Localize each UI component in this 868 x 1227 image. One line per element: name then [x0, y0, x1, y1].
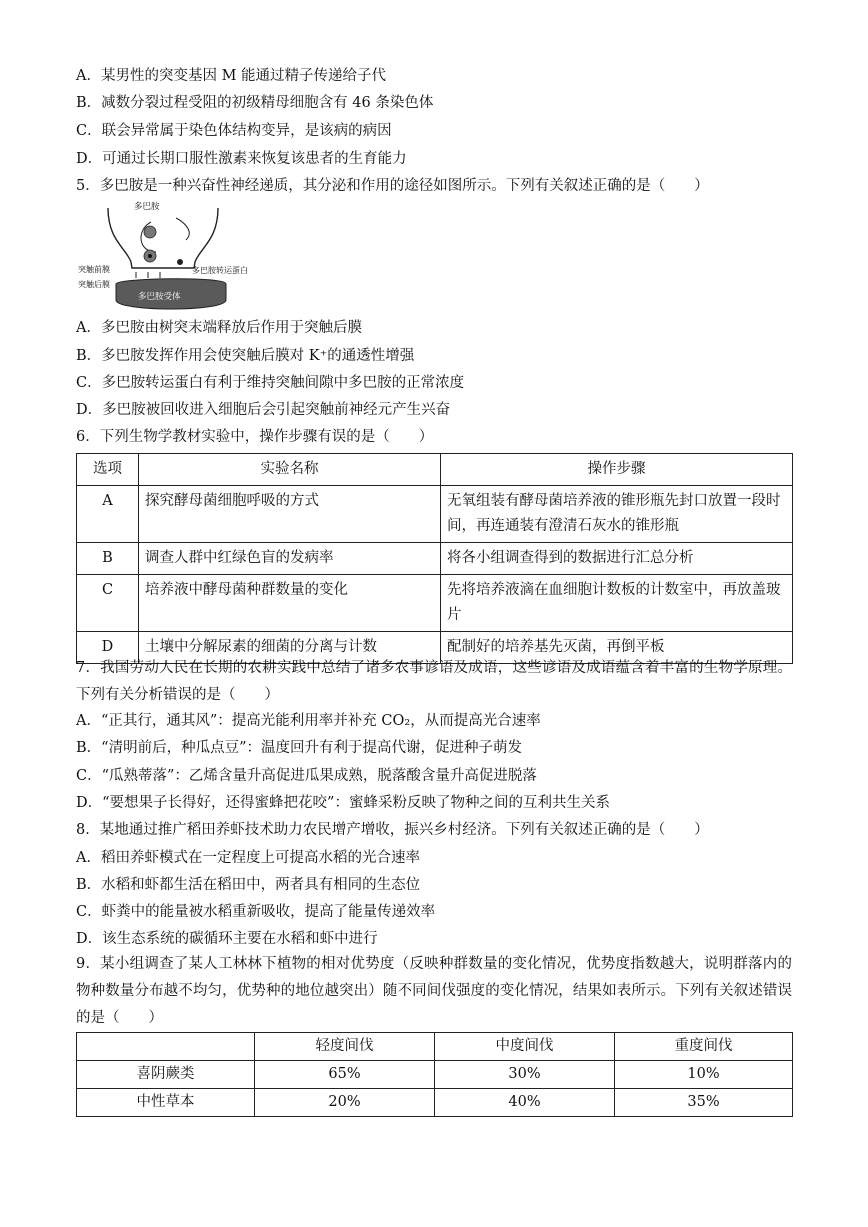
q5-option-c: C．多巴胺转运蛋白有利于维持突触间隙中多巴胺的正常浓度 — [76, 375, 465, 391]
q4-option-a: A．某男性的突变基因 M 能通过精子传递给子代 — [76, 68, 387, 84]
synapse-diagram — [76, 200, 276, 315]
row-experiment: 土壤中分解尿素的细菌的分离与计数 — [139, 632, 441, 664]
row-experiment: 调查人群中红绿色盲的发病率 — [139, 543, 441, 575]
table-row — [77, 1061, 793, 1089]
row-value: 20% — [255, 1089, 435, 1117]
q5-option-b: B．多巴胺发挥作用会使突触后膜对 K⁺的通透性增强 — [76, 348, 415, 364]
q6-table — [76, 453, 793, 664]
table-row — [77, 1089, 793, 1117]
row-value: 35% — [615, 1089, 793, 1117]
q8-option-a: A．稻田养虾模式在一定程度上可提高水稻的光合速率 — [76, 850, 420, 866]
q9-table — [76, 1032, 793, 1117]
row-value: 40% — [435, 1089, 615, 1117]
q8-stem: 8．某地通过推广稻田养虾技术助力农民增产增收，振兴乡村经济。下列有关叙述正确的是（ ） — [76, 822, 709, 838]
table-row — [77, 575, 793, 632]
q7-option-c: C．“瓜熟蒂落”：乙烯含量升高促进瓜果成熟，脱落酸含量升高促进脱落 — [76, 768, 537, 784]
row-procedure: 配制好的培养基先灭菌，再倒平板 — [441, 632, 793, 664]
header-experiment: 实验名称 — [139, 454, 441, 486]
q4-option-b: B．减数分裂过程受阻的初级精母细胞含有 46 条染色体 — [76, 95, 434, 111]
label-presynaptic-membrane: 突触前膜 — [78, 265, 110, 274]
q7-option-d: D．“要想果子长得好，还得蜜蜂把花咬”：蜜蜂采粉反映了物种之间的互利共生关系 — [76, 795, 610, 811]
q5-option-a: A．多巴胺由树突末端释放后作用于突触后膜 — [76, 320, 362, 336]
row-option: C — [77, 575, 139, 632]
q4-option-d: D．可通过长期口服性激素来恢复该患者的生育能力 — [76, 151, 407, 167]
row-value: 10% — [615, 1061, 793, 1089]
q6-stem: 6．下列生物学教材实验中，操作步骤有误的是（ ） — [76, 429, 434, 445]
q9-stem: 9．某小组调查了某人工林林下植物的相对优势度（反映种群数量的变化情况，优势度指数越大，说明群落内的物种数量分布越不均匀，优势种的地位越突出）随不同间伐强度的变化情况，结果如表所示。下列有关叙述错误的是（ ） — [76, 956, 792, 1026]
header-light-thinning: 轻度间伐 — [255, 1033, 435, 1061]
q7-stem: 7．我国劳动人民在长期的农耕实践中总结了诸多农事谚语及成语，这些谚语及成语蕴含着丰富的生物学原理。下列有关分析错误的是（ ） — [76, 660, 792, 703]
row-procedure: 先将培养液滴在血细胞计数板的计数室中，再放盖玻片 — [441, 575, 793, 632]
header-heavy-thinning: 重度间伐 — [615, 1033, 793, 1061]
q7-option-b: B．“清明前后，种瓜点豆”：温度回升有利于提高代谢，促进种子萌发 — [76, 740, 522, 756]
label-postsynaptic-membrane: 突触后膜 — [78, 280, 110, 289]
row-option: A — [77, 486, 139, 543]
q5-stem: 5．多巴胺是一种兴奋性神经递质，其分泌和作用的途径如图所示。下列有关叙述正确的是（ ） — [76, 178, 709, 194]
row-procedure: 无氧组装有酵母菌培养液的锥形瓶先封口放置一段时间，再连通装有澄清石灰水的锥形瓶 — [441, 486, 793, 543]
header-blank — [77, 1033, 255, 1061]
table-header-row — [77, 454, 793, 486]
row-value: 30% — [435, 1061, 615, 1089]
q5-option-d: D．多巴胺被回收进入细胞后会引起突触前神经元产生兴奋 — [76, 402, 451, 418]
table-header-row — [77, 1033, 793, 1061]
row-experiment: 探究酵母菌细胞呼吸的方式 — [139, 486, 441, 543]
header-moderate-thinning: 中度间伐 — [435, 1033, 615, 1061]
q7-option-a: A．“正其行，通其风”：提高光能利用率并补充 CO₂，从而提高光合速率 — [76, 713, 541, 729]
q4-option-c: C．联会异常属于染色体结构变异，是该病的病因 — [76, 123, 392, 139]
q8-option-c: C．虾粪中的能量被水稻重新吸收，提高了能量传递效率 — [76, 904, 436, 920]
row-procedure: 将各小组调查得到的数据进行汇总分析 — [441, 543, 793, 575]
label-dopamine-transporter: 多巴胺转运蛋白 — [192, 266, 248, 275]
row-plant: 喜阴蕨类 — [77, 1061, 255, 1089]
header-procedure: 操作步骤 — [441, 454, 793, 486]
row-value: 65% — [255, 1061, 435, 1089]
header-option: 选项 — [77, 454, 139, 486]
label-dopamine-receptor: 多巴胺受体 — [138, 292, 181, 302]
row-option: B — [77, 543, 139, 575]
table-row — [77, 543, 793, 575]
q8-option-d: D．该生态系统的碳循环主要在水稻和虾中进行 — [76, 931, 378, 947]
row-plant: 中性草本 — [77, 1089, 255, 1117]
label-dopamine: 多巴胺 — [134, 202, 160, 212]
table-row — [77, 486, 793, 543]
q8-option-b: B．水稻和虾都生活在稻田中，两者具有相同的生态位 — [76, 877, 421, 893]
row-option: D — [77, 632, 139, 664]
row-experiment: 培养液中酵母菌种群数量的变化 — [139, 575, 441, 632]
